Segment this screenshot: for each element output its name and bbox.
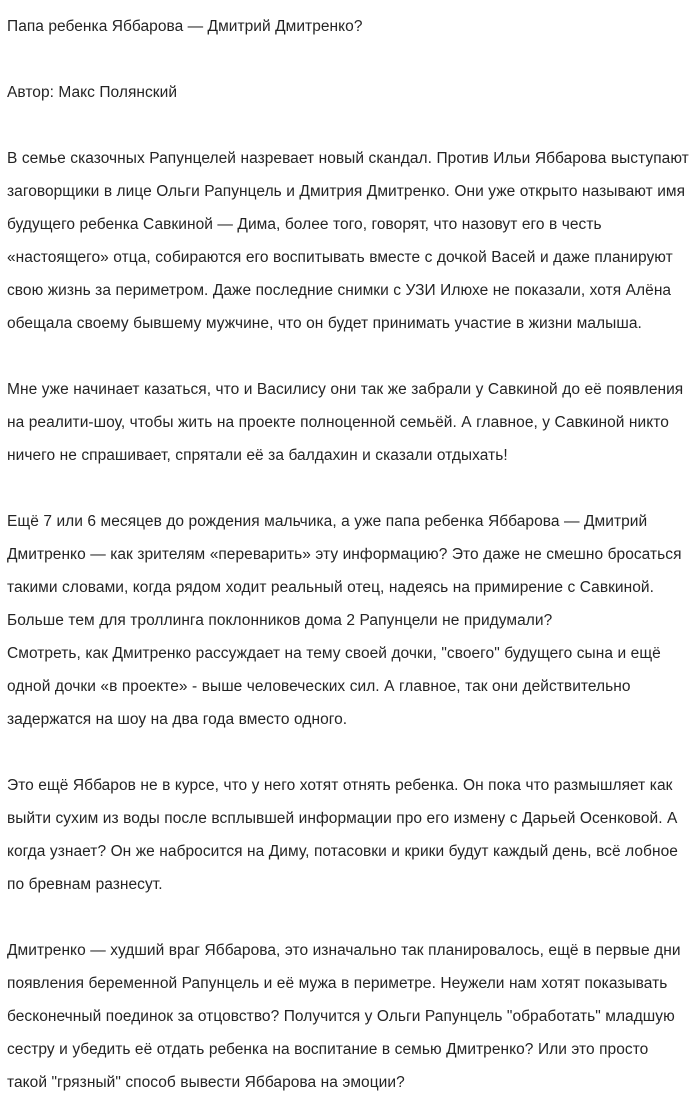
article-paragraph: Ещё 7 или 6 месяцев до рождения мальчика, а уже папа ребенка Яббарова — Дмитрий Дмитренко — как зрителям «переварить» эту информацию? Это даже не смешно бросаться такими словами, когда рядом ходит реальный отец, надеясь на примирение с Савкиной. Больше тем для троллинга поклонников дома 2 Рапунцели не придумали? (7, 513, 682, 629)
article-paragraph: Мне уже начинает казаться, что и Василису они так же забрали у Савкиной до её появления на реалити-шоу, чтобы жить на проекте полноценной семьёй. А главное, у Савкиной никто ничего не спрашивает, спрятали её за балдахин и сказали отдыхать! (7, 381, 684, 464)
article-paragraph: Дмитренко — худший враг Яббарова, это изначально так планировалось, ещё в первые дни появления беременной Рапунцель и её мужа в периметре. Неужели нам хотят показывать бесконечный поединок за отцовство? Получится у Ольги Рапунцель "обработать" младшую сестру и убедить её отдать ребенка на воспитание в семью Дмитренко? Или это просто такой "грязный" способ вывести Яббарова на эмоции? (7, 942, 681, 1091)
article-paragraph: Это ещё Яббаров не в курсе, что у него хотят отнять ребенка. Он пока что размышляет как выйти сухим из воды после всплывшей информации про его измену с Дарьей Осенковой. А когда узнает? Он же набросится на Диму, потасовки и крики будут каждый день, всё лобное по бревнам разнесут. (7, 777, 678, 893)
article-body (7, 142, 691, 1099)
article-paragraph: Смотреть, как Дмитренко рассуждает на тему своей дочки, "своего" будущего сына и ещё одной дочки «в проекте» - выше человеческих сил. А главное, так они действительно задержатся на шоу на два года вместо одного. (7, 645, 661, 728)
article-paragraph: В семье сказочных Рапунцелей назревает новый скандал. Против Ильи Яббарова выступают заговорщики в лице Ольги Рапунцель и Дмитрия Дмитренко. Они уже открыто называют имя будущего ребенка Савкиной — Дима, более того, говорят, что назовут его в честь «настоящего» отца, собираются его воспитывать вместе с дочкой Васей и даже планируют свою жизнь за периметром. Даже последние снимки с УЗИ Илюхе не показали, хотя Алёна обещала своему бывшему мужчине, что он будет принимать участие в жизни малыша. (7, 150, 689, 332)
article-byline: Автор: Макс Полянский (7, 84, 178, 101)
page-title: Папа ребенка Яббарова — Дмитрий Дмитренко? (7, 18, 363, 35)
